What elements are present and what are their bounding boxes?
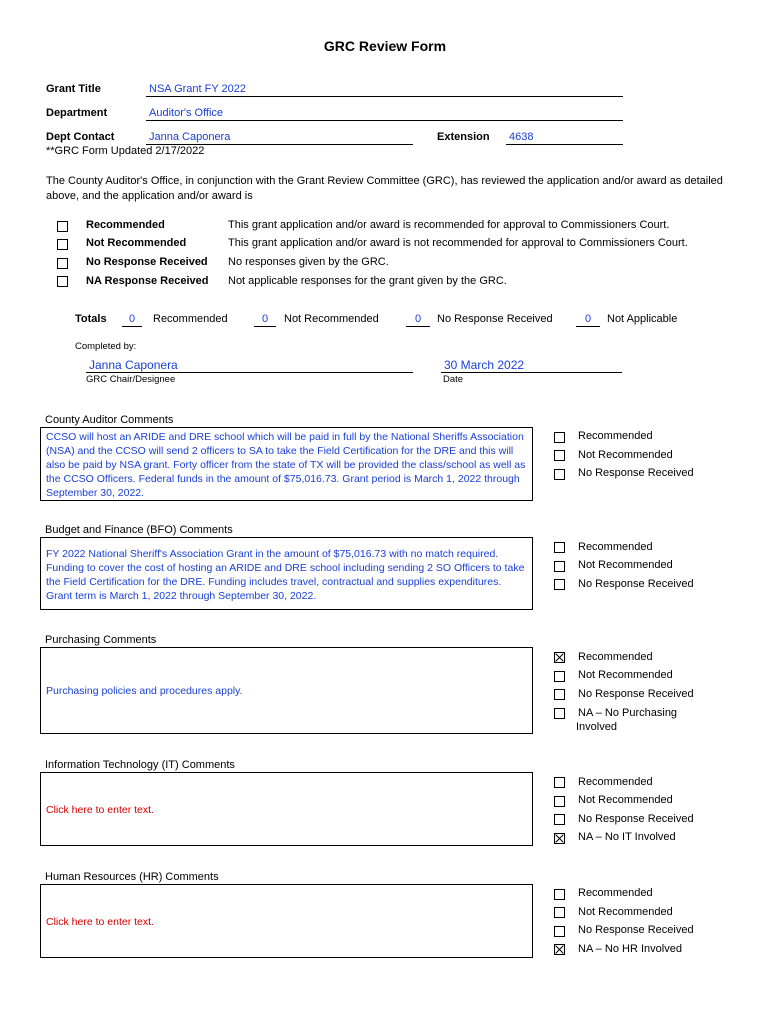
hr-comment-text: Click here to enter text. [46,916,154,928]
purchasing-na-checkbox[interactable] [554,708,565,719]
purchasing-comments-box[interactable] [40,647,533,734]
purchasing-no-response-checkbox[interactable] [554,689,565,700]
total-no-response-label: No Response Received [437,313,553,325]
option-label: No Response Received [578,578,694,590]
option-label: No Response Received [578,924,694,936]
status-desc: No responses given by the GRC. [228,256,389,268]
hr-recommended-checkbox[interactable] [554,889,565,900]
auditor-comment-text: CCSO will host an ARIDE and DRE school which will be paid in full by the National Sheriffs Association (NSA) and the CCSO will send 2 officers to SA to take the Field Certification for the DRE and this will also be paid by NSA grant. Forty officer from the state of TX will be provided the class/school as well as the CCSO Officers. Federal funds in the amount of $75,016.73. Grant period is March 1, 2022 through September 30, 2022. [46,431,526,499]
intro-text: The County Auditor's Office, in conjunction with the Grant Review Committee (GRC), has reviewed the application and/or award as detailed above, and the application and/or award is [46,175,723,202]
date-field[interactable]: 30 March 2022 [441,358,622,373]
bfo-not-recommended-checkbox[interactable] [554,561,565,572]
total-no-response-count[interactable]: 0 [406,312,430,327]
status-checkbox-na[interactable] [57,276,68,287]
purchasing-recommended-checkbox[interactable] [554,652,565,663]
grc-chair-caption: GRC Chair/Designee [86,374,176,385]
option-label: Not Recommended [578,449,673,461]
date-caption: Date [443,374,464,385]
grant-title-field[interactable]: NSA Grant FY 2022 [146,82,623,97]
status-checkbox-no-response[interactable] [57,258,68,269]
purchasing-not-recommended-checkbox[interactable] [554,671,565,682]
total-recommended-label: Recommended [153,313,228,325]
bfo-no-response-checkbox[interactable] [554,579,565,590]
department-label: Department [46,107,108,119]
option-label-continued: Involved [576,721,617,733]
completed-by-label: Completed by: [75,341,137,352]
option-label: Not Recommended [578,669,673,681]
it-comments-heading: Information Technology (IT) Comments [45,759,235,771]
bfo-comment-text: FY 2022 National Sheriff's Association Grant in the amount of $75,016.73 with no match required. Funding to cover the cost of hosting an ARIDE and DRE school including sending 2 SO Officers to take the Field Certification for the DRE. Funding includes travel, contractual and supplies expenditures. Grant term is March 1, 2022 through September 30, 2022. [46,548,525,602]
hr-comments-box[interactable] [40,884,533,958]
bfo-recommended-checkbox[interactable] [554,542,565,553]
it-no-response-checkbox[interactable] [554,814,565,825]
hr-na-checkbox[interactable] [554,944,565,955]
grc-chair-field[interactable]: Janna Caponera [86,358,413,373]
form-updated-note: **GRC Form Updated 2/17/2022 [46,145,205,157]
option-label: Not Recommended [578,906,673,918]
dept-contact-field[interactable]: Janna Caponera [146,130,413,145]
option-label: Recommended [578,541,653,553]
extension-field[interactable]: 4638 [506,130,623,145]
purchasing-comments-heading: Purchasing Comments [45,634,157,646]
total-na-label: Not Applicable [607,313,678,325]
status-desc: This grant application and/or award is not recommended for approval to Commissioners Court. [228,237,688,249]
hr-no-response-checkbox[interactable] [554,926,565,937]
status-desc: Not applicable responses for the grant given by the GRC. [228,275,507,287]
bfo-comments-box[interactable] [40,537,533,610]
option-label: Recommended [578,430,653,442]
auditor-no-response-checkbox[interactable] [554,469,565,480]
option-label: No Response Received [578,813,694,825]
it-na-checkbox[interactable] [554,833,565,844]
total-recommended-count[interactable]: 0 [122,312,142,327]
status-label: Recommended [86,219,165,231]
hr-comments-heading: Human Resources (HR) Comments [45,871,219,883]
total-not-recommended-label: Not Recommended [284,313,379,325]
option-label: Not Recommended [578,559,673,571]
it-not-recommended-checkbox[interactable] [554,796,565,807]
total-not-recommended-count[interactable]: 0 [254,312,276,327]
dept-contact-label: Dept Contact [46,131,115,143]
option-label: Not Recommended [578,794,673,806]
option-label: Recommended [578,887,653,899]
form-title: GRC Review Form [323,38,447,54]
option-label: NA – No Purchasing [578,707,678,719]
status-label: NA Response Received [86,275,209,287]
status-label: No Response Received [86,256,208,268]
total-na-count[interactable]: 0 [576,312,600,327]
option-label: NA – No HR Involved [578,943,682,955]
status-checkbox-not-recommended[interactable] [57,239,68,250]
department-field[interactable]: Auditor's Office [146,106,623,121]
option-label: No Response Received [578,467,694,479]
auditor-recommended-checkbox[interactable] [554,432,565,443]
totals-label: Totals [75,313,107,325]
option-label: Recommended [578,776,653,788]
purchasing-comment-text: Purchasing policies and procedures apply. [46,685,243,697]
it-recommended-checkbox[interactable] [554,777,565,788]
auditor-comments-box[interactable] [40,427,533,501]
status-desc: This grant application and/or award is recommended for approval to Commissioners Court. [228,219,670,231]
it-comments-box[interactable] [40,772,533,846]
bfo-comments-heading: Budget and Finance (BFO) Comments [45,524,233,536]
grant-title-label: Grant Title [46,83,101,95]
auditor-not-recommended-checkbox[interactable] [554,450,565,461]
option-label: Recommended [578,651,653,663]
option-label: No Response Received [578,688,694,700]
auditor-comments-heading: County Auditor Comments [45,414,174,426]
status-label: Not Recommended [86,237,187,249]
it-comment-text: Click here to enter text. [46,804,154,816]
extension-label: Extension [437,131,490,143]
status-checkbox-recommended[interactable] [57,221,68,232]
option-label: NA – No IT Involved [578,831,676,843]
hr-not-recommended-checkbox[interactable] [554,907,565,918]
